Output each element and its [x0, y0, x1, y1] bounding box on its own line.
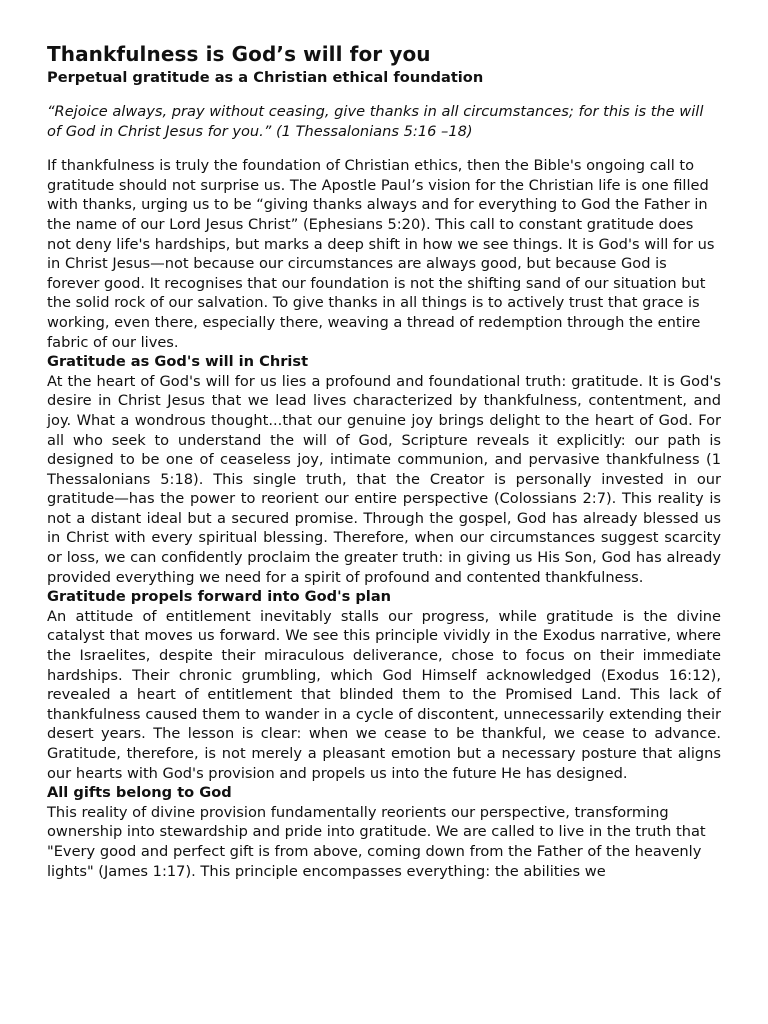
section-heading-all-gifts: All gifts belong to God	[47, 784, 232, 802]
document-page	[47, 40, 721, 881]
section-paragraph-gratitude-propels: An attitude of entitlement inevitably stalls our progress, while gratitude is the divine catalyst that moves us forward. We see this principle vividly in the Exodus narrative, where the Israelites, despite their miraculous deliverance, chose to focus on their immediate hardships. Their chronic grumbling, which God Himself acknowledged (Exodus 16:12), revealed a heart of entitlement that blinded them to the Promised Land. This lack of thankfulness caused them to wander in a cycle of discontent, unnecessarily extending their desert years. The lesson is clear: when we cease to be thankful, we cease to advance. Gratitude, therefore, is not merely a pleasant emotion but a necessary posture that aligns our hearts with God's provision and propels us into the future He has designed.	[47, 607, 721, 782]
section-heading-gratitude-will: Gratitude as God's will in Christ	[47, 353, 309, 371]
page-subtitle: Perpetual gratitude as a Christian ethical foundation	[47, 69, 484, 86]
section-paragraph-gratitude-will: At the heart of God's will for us lies a profound and foundational truth: gratitude. It is God's desire in Christ Jesus that we lead lives characterized by thankfulness, contentment, and joy. What a wondrous thought...that our genuine joy brings delight to the heart of God. For all who seek to understand the will of God, Scripture reveals it explicitly: our path is designed to be one of ceaseless joy, intimate communion, and pervasive thankfulness (1 Thessalonians 5:18). This single truth, that the Creator is personally invested in our gratitude—has the power to reorient our entire perspective (Colossians 2:7). This reality is not a distant ideal but a secured promise. Through the gospel, God has already blessed us in Christ with every spiritual blessing. Therefore, when our circumstances suggest scarcity or loss, we can confidently proclaim the greater truth: in giving us His Son, God has already provided everything we need for a spirit of profound and contented thankfulness.	[47, 372, 721, 586]
section-paragraph-all-gifts: This reality of divine provision fundamentally reorients our perspective, transforming ownership into stewardship and pride into gratitude. We are called to live in the truth that "Every good and perfect gift is from above, coming down from the Father of the heavenly lights" (James 1:17). This principle encompasses everything: the abilities we	[47, 803, 706, 880]
intro-paragraph: If thankfulness is truly the foundation of Christian ethics, then the Bible's ongoing call to gratitude should not surprise us. The Apostle Paul’s vision for the Christian life is one filled with thanks, urging us to be “giving thanks always and for everything to God the Father in the name of our Lord Jesus Christ” (Ephesians 5:20). This call to constant gratitude does not deny life's hardships, but marks a deep shift in how we see things. It is God's will for us in Christ Jesus—not because our circumstances are always good, but because God is forever good. It recognises that our foundation is not the shifting sand of our situation but the solid rock of our salvation. To give thanks in all things is to actively trust that grace is working, even there, especially there, weaving a thread of redemption through the entire fabric of our lives.	[47, 157, 715, 351]
section-heading-gratitude-propels: Gratitude propels forward into God's plan	[47, 588, 392, 606]
page-title: Thankfulness is God’s will for you	[47, 42, 431, 66]
scripture-quote: “Rejoice always, pray without ceasing, give thanks in all circumstances; for this is the will of God in Christ Jesus for you.” (1 Thessalonians 5:16 –18)	[47, 103, 704, 140]
